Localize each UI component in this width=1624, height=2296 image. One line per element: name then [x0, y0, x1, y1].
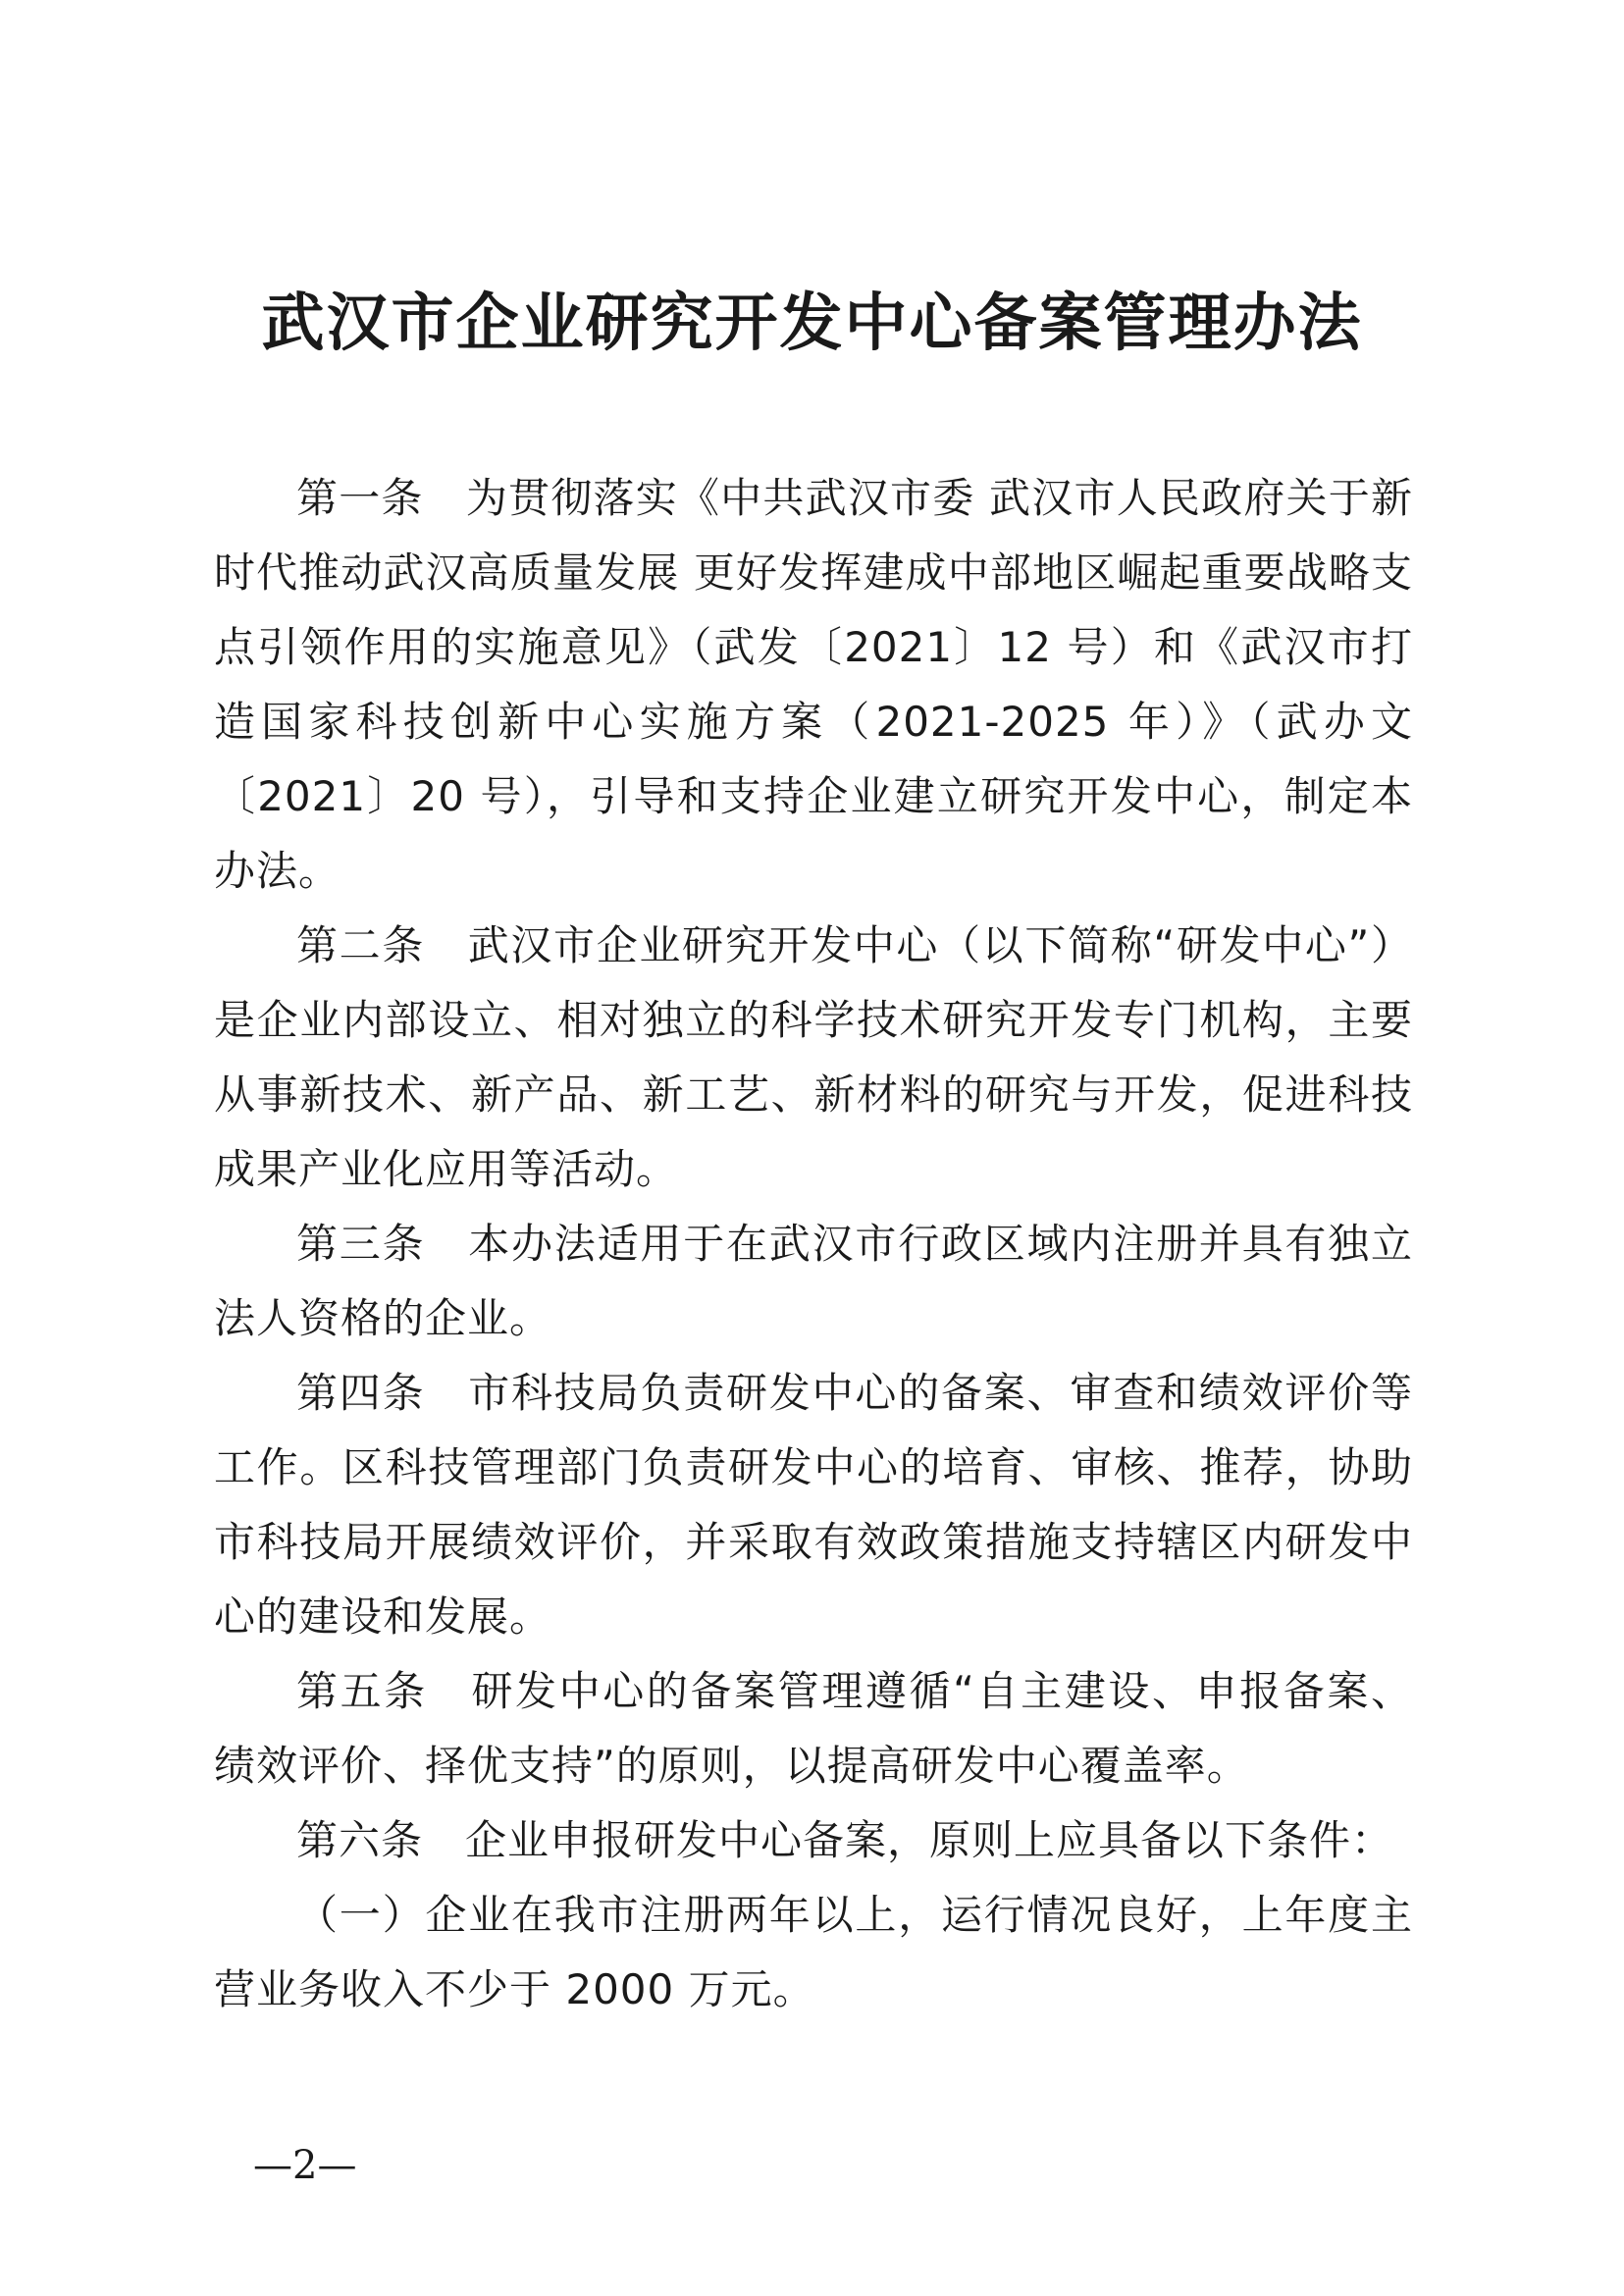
article-6-paragraph: 第六条 企业申报研发中心备案，原则上应具备以下条件： — [296, 1816, 1394, 1864]
article-2-paragraph: 第二条 武汉市企业研究开发中心（以下简称“研发中心”）是企业内部设立、相对独立的科学技术研究开发专门机构，主要从事新技术、新产品、新工艺、新材料的研究与开发，促进科技成果产业化应用等活动。 — [214, 921, 1413, 1193]
article-1-paragraph: 第一条 为贯彻落实《中共武汉市委 武汉市人民政府关于新时代推动武汉高质量发展 更好发挥建成中部地区崛起重要战略支点引领作用的实施意见》（武发〔2021〕12 号）和《武汉市打造国家科技创新中心实施方案（2021-2025 年）》（武办文〔2021〕20 号），引导和支持企业建立研究开发中心，制定本办法。 — [214, 474, 1413, 895]
document-title: 武汉市企业研究开发中心备案管理办法 — [261, 287, 1363, 360]
article-6-item-1-paragraph: （一）企业在我市注册两年以上，运行情况良好，上年度主营业务收入不少于 2000 万元。 — [214, 1891, 1413, 2013]
article-4-paragraph: 第四条 市科技局负责研发中心的备案、审查和绩效评价等工作。区科技管理部门负责研发中心的培育、审核、推荐，协助市科技局开展绩效评价，并采取有效政策措施支持辖区内研发中心的建设和发展。 — [214, 1369, 1413, 1641]
page-number: —2— — [253, 2143, 357, 2188]
article-5-paragraph: 第五条 研发中心的备案管理遵循“自主建设、申报备案、绩效评价、择优支持”的原则，以提高研发中心覆盖率。 — [214, 1667, 1413, 1790]
article-3-paragraph: 第三条 本办法适用于在武汉市行政区域内注册并具有独立法人资格的企业。 — [214, 1220, 1413, 1342]
document-body — [214, 461, 1413, 2027]
